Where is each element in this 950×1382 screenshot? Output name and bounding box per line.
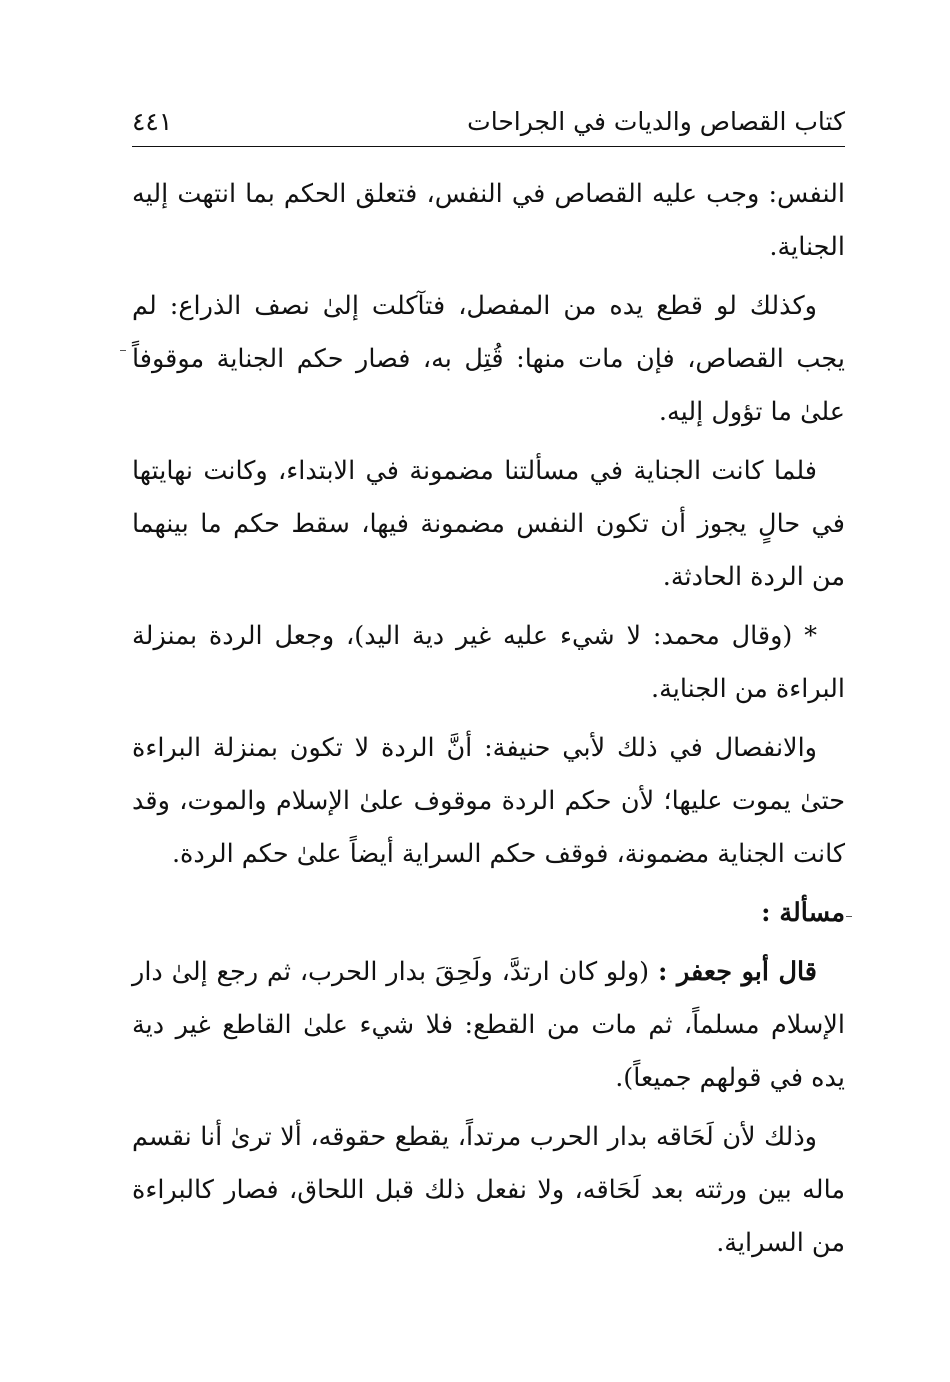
paragraph-continuation: النفس: وجب عليه القصاص في النفس، فتعلق الحكم بما انتهت إليه الجناية. — [132, 179, 845, 262]
margin-mark — [846, 916, 852, 917]
paragraph-abu-hanifa-reply: والانفصال في ذلك لأبي حنيفة: أنَّ الردة لا تكون بمنزلة البراءة حتىٰ يموت عليها؛ لأن حكم الردة موقوف علىٰ الإسلام والموت، وقد كانت الجناية مضمونة، فوقف حكم السراية أيضاً علىٰ حكم الردة. — [132, 733, 845, 869]
page-number: ٤٤١ — [132, 107, 173, 136]
paragraph-explanation: وذلك لأن لَحَاقه بدار الحرب مرتداً، يقطع حقوقه، ألا ترىٰ أنا نقسم ماله بين ورثته بعد لَحَاقه، ولا نفعل ذلك قبل اللحاق، فصار كالبراءة من السراية. — [132, 1122, 845, 1258]
page-body — [132, 168, 845, 1276]
paragraph-abu-jafar-statement — [132, 946, 845, 1105]
speaker-label: قال أبو جعفر : — [657, 957, 817, 987]
paragraph-liability: فلما كانت الجناية في مسألتنا مضمونة في الابتداء، وكانت نهايتها في حالٍ يجوز أن تكون النفس مضمونة فيها، سقط حكم ما بينهما من الردة الحادثة. — [132, 456, 845, 592]
section-heading: مسألة : — [761, 898, 845, 928]
statement-text: (ولو كان ارتدَّ، ولَحِقَ بدار الحرب، ثم رجع إلىٰ دار الإسلام مسلماً، ثم مات من القطع: فلا شيء علىٰ القاطع غير دية يده في قولهم جميعاً). — [132, 957, 845, 1093]
paragraph-muhammad-view: * (وقال محمد: لا شيء عليه غير دية اليد)، وجعل الردة بمنزلة البراءة من الجناية. — [132, 621, 845, 704]
book-title: كتاب القصاص والديات في الجراحات — [467, 107, 845, 136]
running-header — [132, 100, 845, 147]
margin-mark — [120, 350, 126, 351]
paragraph-forearm-example: وكذلك لو قطع يده من المفصل، فتآكلت إلىٰ نصف الذراع: لم يجب القصاص، فإن مات منها: قُتِل به، فصار حكم الجناية موقوفاً علىٰ ما تؤول إليه. — [132, 291, 845, 427]
